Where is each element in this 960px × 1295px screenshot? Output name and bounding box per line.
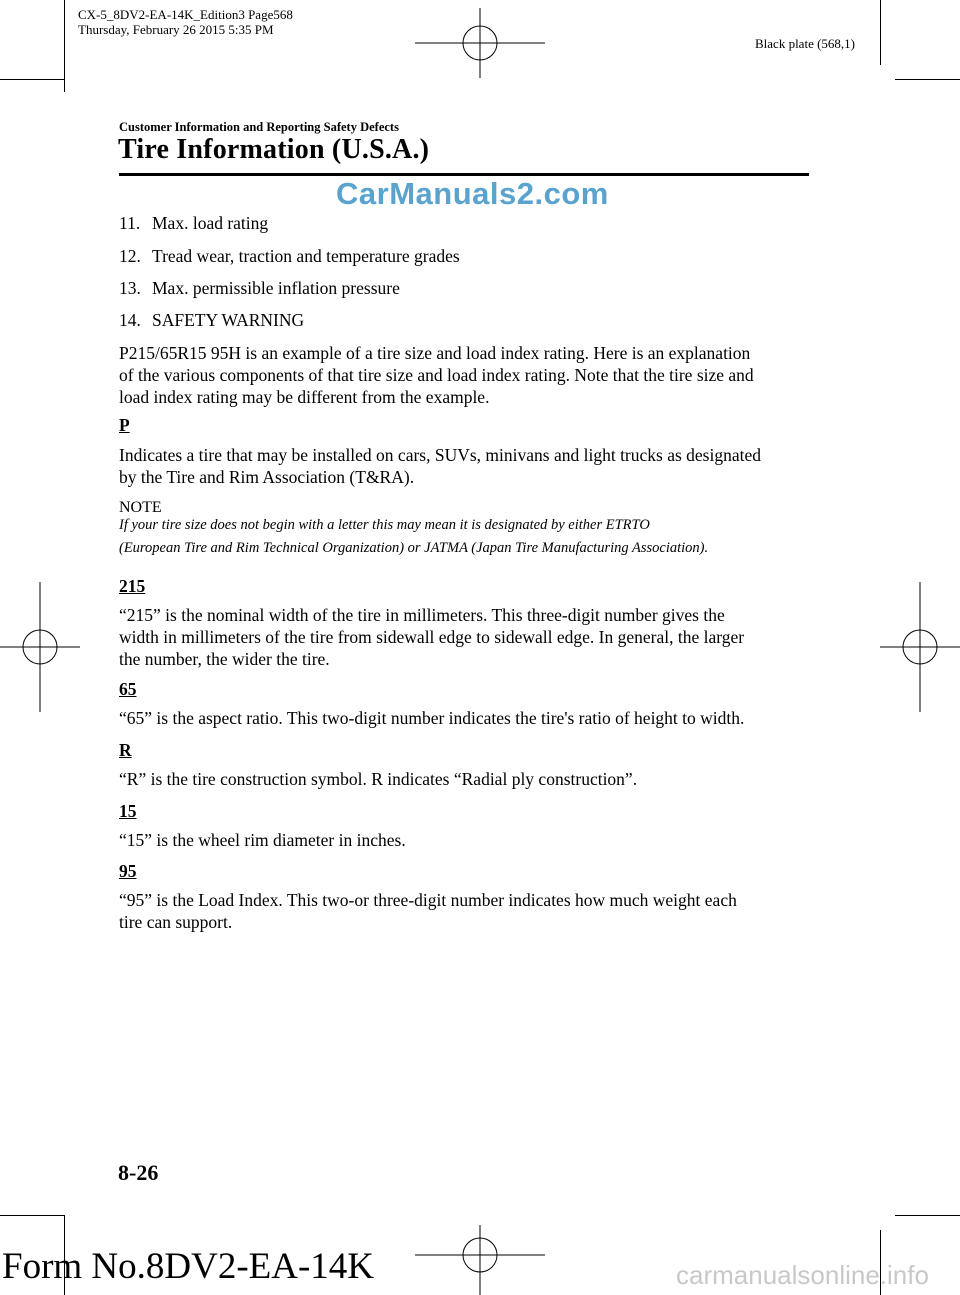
list-item <box>119 278 400 299</box>
text-line: tire can support. <box>119 912 233 932</box>
intro-paragraph <box>119 342 754 408</box>
print-file-line: CX-5_8DV2-EA-14K_Edition3 Page568 <box>78 7 293 22</box>
footer-watermark: carmanualsonline.info <box>676 1260 929 1290</box>
list-text: Max. load rating <box>152 213 269 233</box>
text-line: If your tire size does not begin with a letter this may mean it is designated by either ETRTO <box>119 517 650 533</box>
list-item <box>119 213 268 234</box>
crop-mark <box>895 79 960 80</box>
paragraph-p <box>119 444 761 488</box>
subheading-15: 15 <box>119 801 137 821</box>
subheading-65: 65 <box>119 679 137 699</box>
subheading-r: R <box>119 740 132 760</box>
registration-mark-icon <box>415 8 545 78</box>
text-line: “65” is the aspect ratio. This two-digit number indicates the tire's ratio of height to width. <box>119 708 745 728</box>
subheading-215: 215 <box>119 576 146 596</box>
print-date-line: Thursday, February 26 2015 5:35 PM <box>78 22 274 37</box>
page-number: 8-26 <box>118 1160 159 1185</box>
text-line: by the Tire and Rim Association (T&RA). <box>119 467 415 487</box>
list-item <box>119 310 304 331</box>
subheading-95: 95 <box>119 861 137 881</box>
text-line: width in millimeters of the tire from sidewall edge to sidewall edge. In general, the larger <box>119 627 745 647</box>
text-line: the number, the wider the tire. <box>119 649 330 669</box>
text-line: (European Tire and Rim Technical Organization) or JATMA (Japan Tire Manufacturing Association). <box>119 540 709 556</box>
watermark-logo: CarManuals2.com <box>336 176 609 211</box>
subheading-p: P <box>119 415 130 435</box>
text-line: P215/65R15 95H is an example of a tire size and load index rating. Here is an explanation <box>119 343 751 363</box>
paragraph-95 <box>119 889 737 933</box>
paragraph-15 <box>119 829 406 851</box>
registration-mark-icon <box>880 582 960 712</box>
section-label: Customer Information and Reporting Safety Defects <box>119 120 399 134</box>
crop-mark <box>0 1215 65 1216</box>
crop-mark <box>880 0 881 65</box>
text-line: “95” is the Load Index. This two-or three-digit number indicates how much weight each <box>119 890 737 910</box>
registration-mark-icon <box>415 1225 545 1295</box>
text-line: “215” is the nominal width of the tire in millimeters. This three-digit number gives the <box>119 605 725 625</box>
list-number: 13. <box>119 278 141 298</box>
list-number: 12. <box>119 246 141 266</box>
text-line: load index rating may be different from the example. <box>119 387 490 407</box>
list-text: Max. permissible inflation pressure <box>152 278 400 298</box>
paragraph-65 <box>119 707 744 729</box>
text-line: Indicates a tire that may be installed on cars, SUVs, minivans and light trucks as designated <box>119 445 761 465</box>
list-text: SAFETY WARNING <box>152 310 305 330</box>
black-plate-label: Black plate (568,1) <box>755 36 855 51</box>
list-item <box>119 246 460 267</box>
crop-mark <box>0 79 65 80</box>
page-title: Tire Information (U.S.A.) <box>118 134 430 165</box>
text-line: “15” is the wheel rim diameter in inches. <box>119 830 406 850</box>
text-line: of the various components of that tire size and load index rating. Note that the tire size and <box>119 365 754 385</box>
registration-mark-icon <box>0 582 80 712</box>
list-text: Tread wear, traction and temperature grades <box>152 246 460 266</box>
list-number: 11. <box>119 213 141 233</box>
form-number: Form No.8DV2-EA-14K <box>2 1246 375 1287</box>
text-line: “R” is the tire construction symbol. R indicates “Radial ply construction”. <box>119 769 638 789</box>
note-text <box>119 514 708 560</box>
list-number: 14. <box>119 310 141 330</box>
crop-mark <box>895 1215 960 1216</box>
paragraph-215 <box>119 604 744 670</box>
paragraph-r <box>119 768 637 790</box>
note-label: NOTE <box>119 499 162 516</box>
